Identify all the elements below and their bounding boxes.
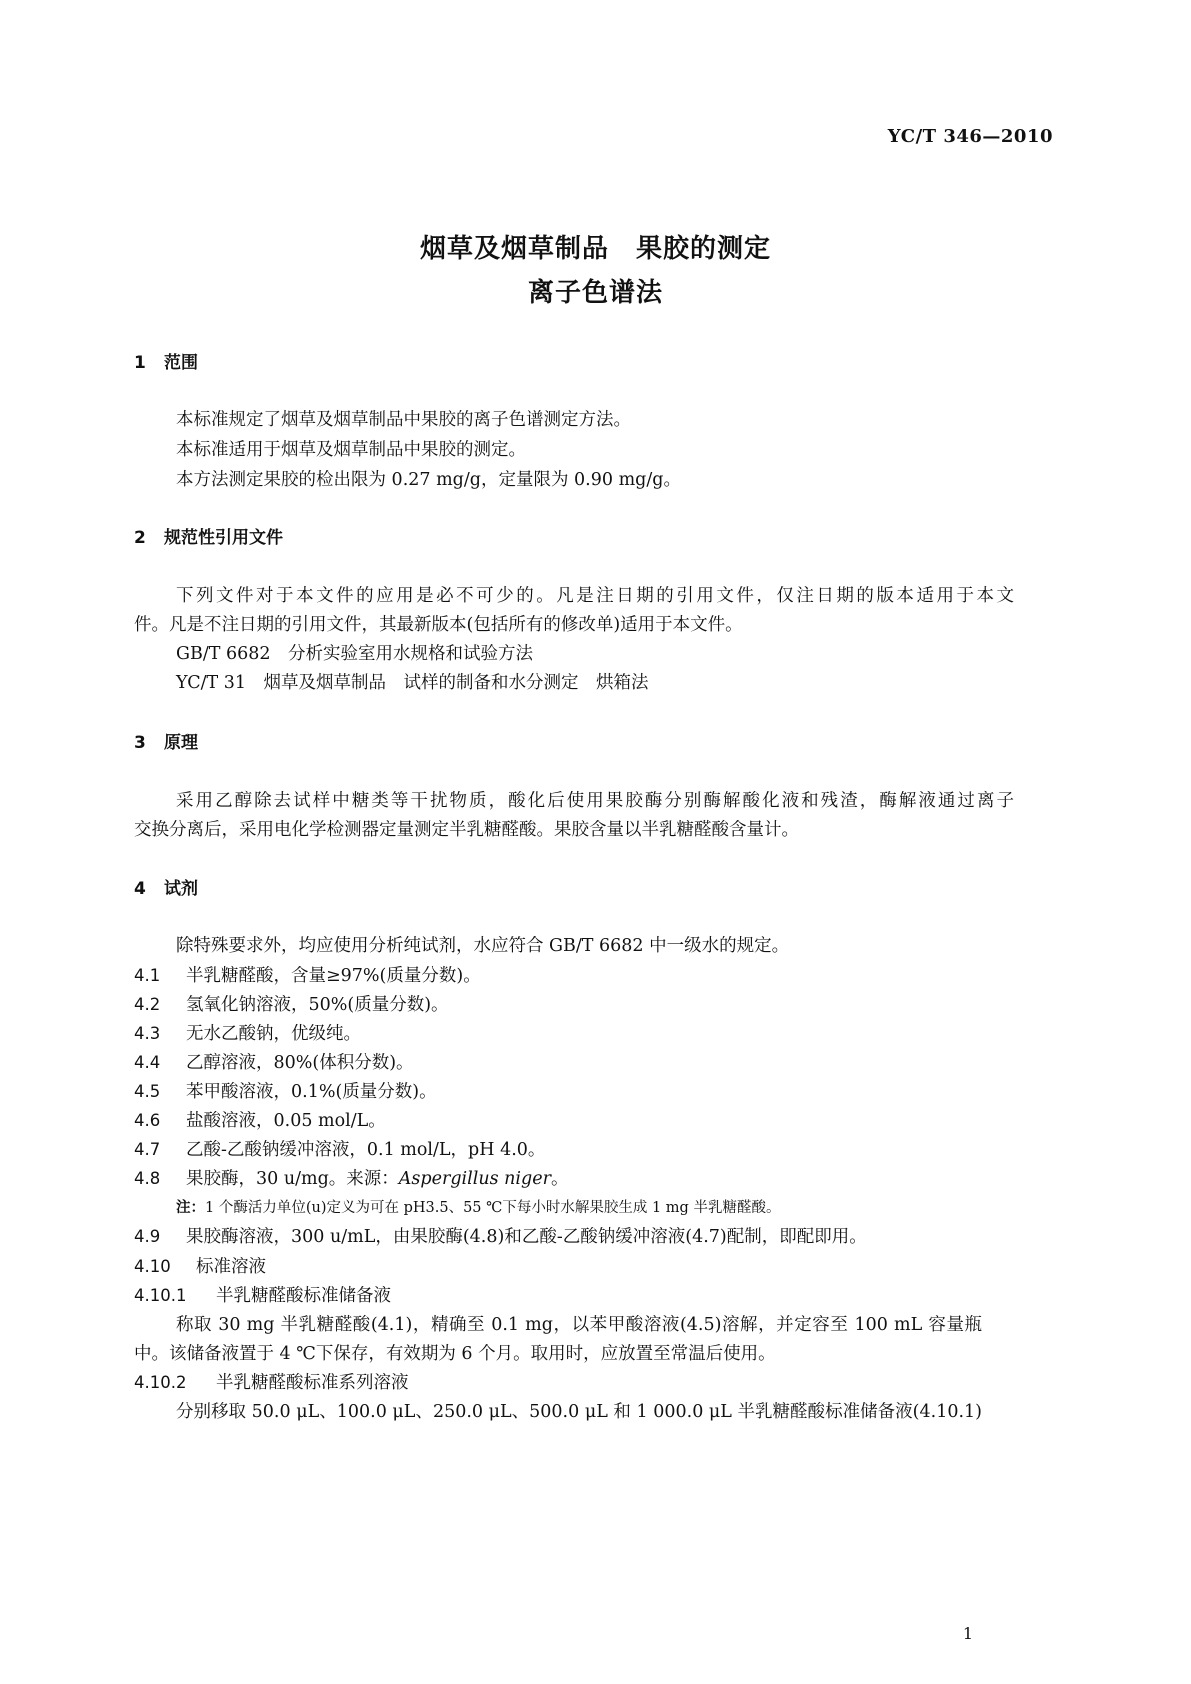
list-item: 4.10.1 半乳糖醛酸标准储备液 <box>134 1286 391 1306</box>
list-item: 4.9 果胶酶溶液，300 u/mL，由果胶酶(4.8)和乙酸-乙酸钠缓冲溶液(4.7)配制，即配即用。 <box>134 1227 867 1247</box>
section-heading-reagents: 4 试剂 <box>134 879 198 899</box>
list-item: 4.10 标准溶液 <box>134 1257 266 1277</box>
paragraph: 本方法测定果胶的检出限为 0.27 mg/g，定量限为 0.90 mg/g。 <box>176 470 681 490</box>
list-item: 4.7 乙酸-乙酸钠缓冲溶液，0.1 mol/L，pH 4.0。 <box>134 1140 546 1160</box>
note: 注：1 个酶活力单位(u)定义为可在 pH3.5、55 ℃下每小时水解果胶生成 1 mg 半乳糖醛酸。 <box>176 1200 781 1216</box>
species-name: Aspergillus niger <box>398 1169 551 1189</box>
document-subtitle: 离子色谱法 <box>527 278 663 308</box>
paragraph: 交换分离后，采用电化学检测器定量测定半乳糖醛酸。果胶含量以半乳糖醛酸含量计。 <box>134 820 799 840</box>
list-item: 4.5 苯甲酸溶液，0.1%(质量分数)。 <box>134 1082 437 1102</box>
list-item: 4.1 半乳糖醛酸，含量≥97%(质量分数)。 <box>134 966 481 986</box>
list-item: 4.6 盐酸溶液，0.05 mol/L。 <box>134 1111 386 1131</box>
paragraph: 件。凡是不注日期的引用文件，其最新版本(包括所有的修改单)适用于本文件。 <box>134 615 743 635</box>
paragraph: 分别移取 50.0 μL、100.0 μL、250.0 μL、500.0 μL 和 1 000.0 μL 半乳糖醛酸标准储备液(4.10.1) <box>176 1402 982 1422</box>
paragraph: 本标准规定了烟草及烟草制品中果胶的离子色谱测定方法。 <box>176 410 631 430</box>
list-item: 4.4 乙醇溶液，80%(体积分数)。 <box>134 1053 414 1073</box>
paragraph: 称取 30 mg 半乳糖醛酸(4.1)，精确至 0.1 mg，以苯甲酸溶液(4.5)溶解，并定容至 100 mL 容量瓶 <box>176 1315 982 1335</box>
section-heading-normative-references: 2 规范性引用文件 <box>134 528 283 548</box>
list-item: 4.2 氢氧化钠溶液，50%(质量分数)。 <box>134 995 449 1015</box>
paragraph: 本标准适用于烟草及烟草制品中果胶的测定。 <box>176 440 526 460</box>
section-heading-principle: 3 原理 <box>134 733 198 753</box>
standard-code: YC/T 346—2010 <box>887 126 1053 147</box>
paragraph: 中。该储备液置于 4 ℃下保存，有效期为 6 个月。取用时，应放置至常温后使用。 <box>134 1344 776 1364</box>
document-title: 烟草及烟草制品 果胶的测定 <box>419 234 771 264</box>
paragraph: 除特殊要求外，均应使用分析纯试剂，水应符合 GB/T 6682 中一级水的规定。 <box>176 936 790 956</box>
reference-yct31: YC/T 31 烟草及烟草制品 试样的制备和水分测定 烘箱法 <box>176 673 649 693</box>
paragraph: 下列文件对于本文件的应用是必不可少的。凡是注日期的引用文件，仅注日期的版本适用于本文 <box>176 586 1014 606</box>
section-heading-scope: 1 范围 <box>134 353 198 373</box>
page-number: 1 <box>962 1624 973 1643</box>
list-item: 4.10.2 半乳糖醛酸标准系列溶液 <box>134 1373 409 1393</box>
paragraph: 采用乙醇除去试样中糖类等干扰物质，酸化后使用果胶酶分别酶解酸化液和残渣，酶解液通过离子 <box>176 791 1014 811</box>
reference-gbt6682: GB/T 6682 分析实验室用水规格和试验方法 <box>176 644 534 664</box>
list-item: 4.3 无水乙酸钠，优级纯。 <box>134 1024 361 1044</box>
list-item: 4.8 果胶酶，30 u/mg。来源：Aspergillus niger。 <box>134 1169 569 1189</box>
